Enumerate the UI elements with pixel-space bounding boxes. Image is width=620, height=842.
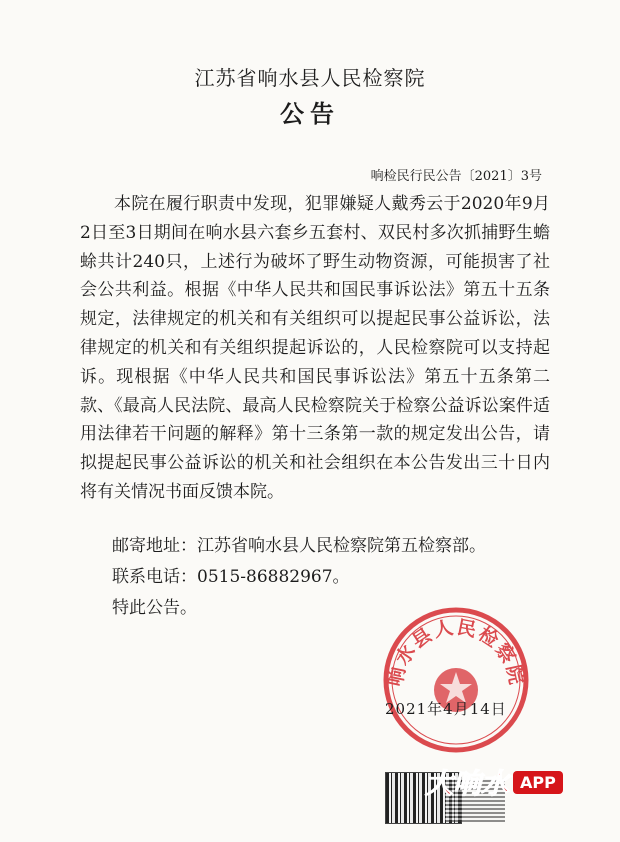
watermark-app-badge: APP [513, 771, 563, 794]
closing-statement: 特此公告。 [112, 598, 197, 618]
watermark-brand: 大响水 [425, 767, 510, 800]
official-seal [382, 606, 530, 754]
issue-date: 2021年4月14日 [385, 700, 507, 718]
document-number: 响检民行民公告〔2021〕3号 [370, 169, 542, 184]
contact-phone: 联系电话：0515-86882967。 [112, 567, 350, 587]
mailing-address: 邮寄地址：江苏省响水县人民检察院第五检察部。 [112, 536, 486, 556]
document-title: 公告 [280, 100, 340, 128]
watermark-logo [425, 764, 563, 800]
organization-name: 江苏省响水县人民检察院 [194, 66, 426, 90]
notice-body-paragraph: 本院在履行职责中发现，犯罪嫌疑人戴秀云于2020年9月2日至3日期间在响水县六套乡五套村、双民村多次抓捕野生蟾蜍共计240只，上述行为破坏了野生动物资源，可能损害了社会公共利益。根据《中华人民共和国民事诉讼法》第五十五条规定，法律规定的机关和有关组织可以提起民事公益诉讼，法律规定的机关和有关组织提起诉讼的，人民检察院可以支持起诉。现根据《中华人民共和国民事诉讼法》第五十五条第二款、《最高人民法院、最高人民检察院关于检察公益诉讼案件适用法律若干问题的解释》第十三条第一款的规定发出公告，请拟提起民事公益诉讼的机关和社会组织在本公告发出三十日内将有关情况书面反馈本院。 [80, 194, 550, 502]
seal-text: 响水县人民检察院 [384, 616, 528, 689]
